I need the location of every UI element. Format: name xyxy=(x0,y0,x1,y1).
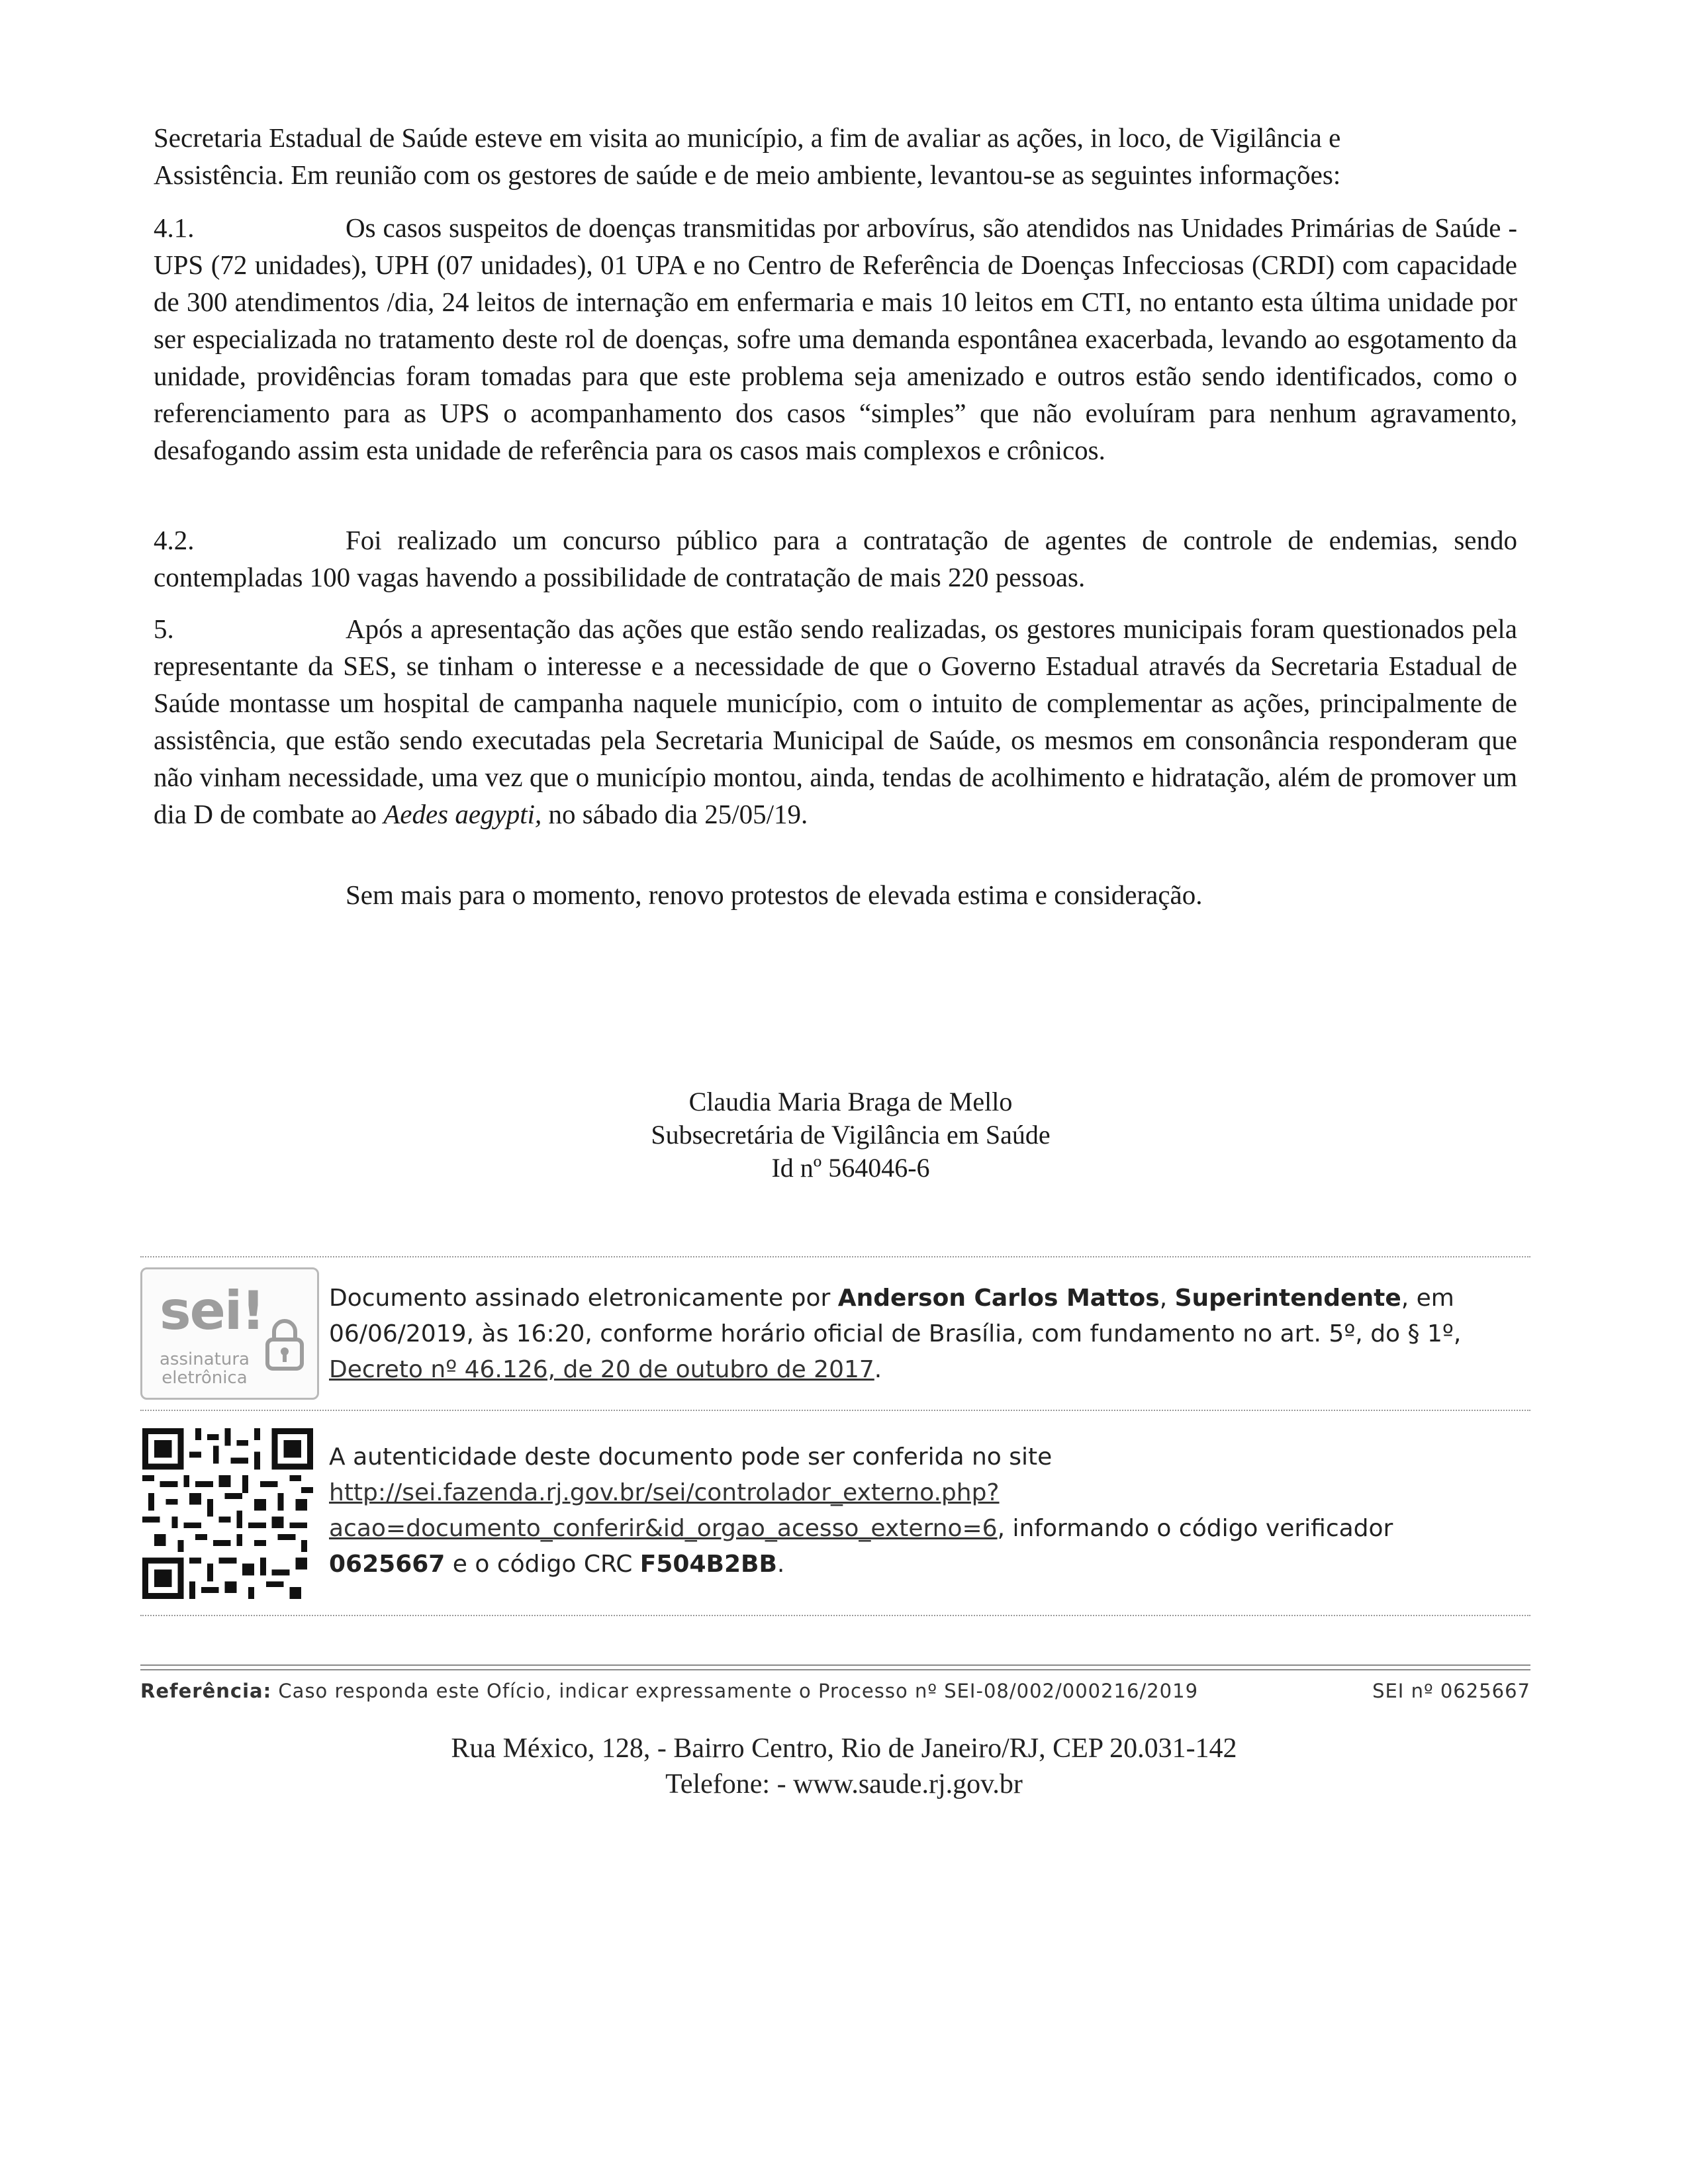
paragraph-text-end: no sábado dia 25/05/19. xyxy=(541,799,808,829)
footer xyxy=(0,1731,1688,1802)
signer-name: Claudia Maria Braga de Mello xyxy=(688,1087,1013,1116)
authenticity-info: , informando o código verificador xyxy=(997,1515,1393,1542)
separator: , xyxy=(1159,1285,1175,1312)
verification-code: 0625667 xyxy=(329,1551,445,1578)
signature-details: , em 06/06/2019, às 16:20, conforme horário oficial de Brasília, com fundamento no art. 5º, do § 1º, xyxy=(329,1285,1462,1347)
sei-number: SEI nº 0625667 xyxy=(1372,1680,1530,1702)
intro-line-1: Secretaria Estadual de Saúde esteve em visita ao município, a fim de avaliar as ações, in loco, de Vigilância e xyxy=(154,122,1341,153)
authenticity-line: A autenticidade deste documento pode ser conferida no site xyxy=(329,1443,1053,1471)
reference-line xyxy=(140,1680,1530,1702)
reference-label: Referência: xyxy=(140,1680,272,1702)
verification-url-link[interactable]: http://sei.fazenda.rj.gov.br/sei/controlador_externo.php? xyxy=(329,1479,1000,1506)
period: . xyxy=(776,1551,785,1578)
footer-address: Rua México, 128, - Bairro Centro, Rio de Janeiro/RJ, CEP 20.031-142 xyxy=(451,1733,1237,1764)
intro-line-2: Assistência. Em reunião com os gestores de saúde e de meio ambiente, levantou-se as seguintes informações: xyxy=(154,159,1341,190)
crc-code: F504B2BB xyxy=(639,1551,777,1578)
signer-id: Id nº 564046-6 xyxy=(771,1153,930,1183)
signature-prefix: Documento assinado eletronicamente por xyxy=(329,1285,838,1312)
electronic-signature-text xyxy=(329,1281,1540,1388)
signer-full-name: Anderson Carlos Mattos xyxy=(837,1285,1160,1312)
qr-code-icon xyxy=(142,1428,313,1599)
paragraph-number: 5. xyxy=(154,614,174,644)
paragraph-text: Após a apresentação das ações que estão sendo realizadas, os gestores municipais foram questionados pela representante da SES, se tinham o interesse e a necessidade de que o Governo Estadual através da Secretaria Estadual de Saúde montasse um hospital de campanha naquele município, com o intuito de complementar as ações, principalmente de assistência, que estão sendo executadas pela Secretaria Municipal de Saúde, os mesmos em consonância responderam que não vinham necessidade, uma vez que o município montou, ainda, tendas de acolhimento e hidratação, além de promover um dia D de combate ao xyxy=(154,614,1517,829)
sei-logo-caption xyxy=(160,1350,250,1387)
signature-block xyxy=(463,1085,1238,1185)
divider xyxy=(140,1256,1530,1257)
paragraph-5 xyxy=(154,610,1517,833)
authenticity-text xyxy=(329,1439,1540,1582)
lock-icon xyxy=(265,1316,305,1371)
footer-contact: Telefone: - www.saude.rj.gov.br xyxy=(665,1769,1023,1799)
paragraph-4-2 xyxy=(154,522,1517,596)
sei-logo-caption-2: eletrônica xyxy=(162,1368,248,1388)
divider xyxy=(140,1410,1530,1411)
paragraph-number: 4.1. xyxy=(154,212,195,243)
period: . xyxy=(874,1356,882,1383)
sei-logo-word: sei! xyxy=(160,1280,264,1342)
signer-title: Superintendente xyxy=(1174,1285,1401,1312)
sei-logo-caption-1: assinatura xyxy=(160,1349,250,1369)
signer-role: Subsecretária de Vigilância em Saúde xyxy=(651,1120,1051,1150)
paragraph-4-1 xyxy=(154,209,1517,469)
divider xyxy=(140,1615,1530,1616)
paragraph-text: Os casos suspeitos de doenças transmitidas por arbovírus, são atendidos nas Unidades Primárias de Saúde - UPS (72 unidades), UPH (07 unidades), 01 UPA e no Centro de Referência de Doenças Infecciosas (CRDI) com capacidade de 300 atendimentos /dia, 24 leitos de internação em enfermaria e mais 10 leitos em CTI, no entanto esta última unidade por ser especializada no tratamento deste rol de doenças, sofre uma demanda espontânea exacerbada, levando ao esgotamento da unidade, providências foram tomadas para que este problema seja amenizado e outros estão sendo identificados, como o referenciamento para as UPS o acompanhamento dos casos “simples” que não evoluíram para nenhum agravamento, desafogando assim esta unidade de referência para os casos mais complexos e crônicos. xyxy=(154,212,1517,465)
paragraph-number: 4.2. xyxy=(154,525,195,555)
paragraph-text: Foi realizado um concurso público para a contratação de agentes de controle de endemias, sendo contempladas 100 vagas havendo a possibilidade de contratação de mais 220 pessoas. xyxy=(154,525,1517,592)
decree-link[interactable]: Decreto nº 46.126, de 20 de outubro de 2017 xyxy=(329,1356,874,1383)
species-name: Aedes aegypti, xyxy=(383,799,542,829)
intro-paragraph xyxy=(154,119,1517,193)
verification-url-params-link[interactable]: acao=documento_conferir&id_orgao_acesso_externo=6 xyxy=(329,1515,998,1542)
reference-rule xyxy=(140,1664,1530,1670)
sei-logo xyxy=(140,1267,319,1400)
crc-label: e o código CRC xyxy=(445,1551,640,1578)
reference-text: Caso responda este Ofício, indicar expressamente o Processo nº SEI-08/002/000216/2019 xyxy=(271,1680,1199,1702)
closing-sentence: Sem mais para o momento, renovo protestos de elevada estima e consideração. xyxy=(346,880,1203,910)
